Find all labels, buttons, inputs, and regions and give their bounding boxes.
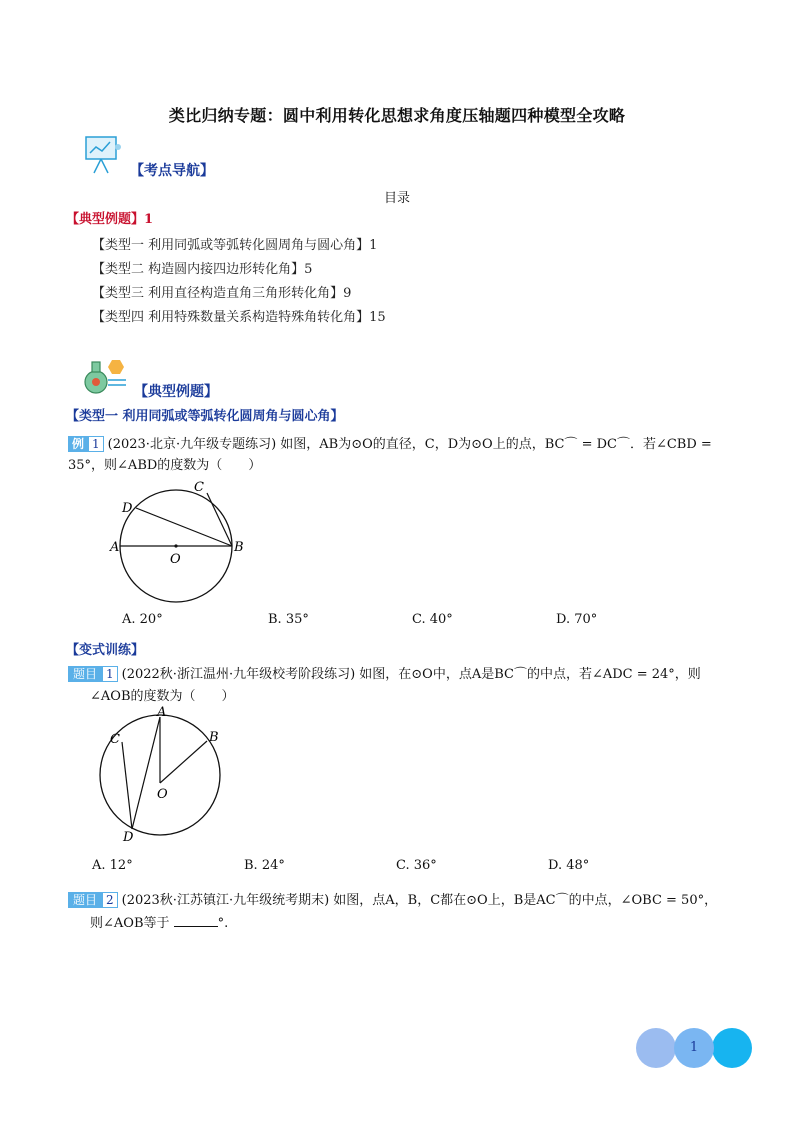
example-1-line2: 35°，则∠ABD的度数为（ ） [68, 458, 262, 473]
nav-header: 【考点导航】 [130, 163, 214, 179]
label-c: C [110, 732, 120, 747]
q1-figure [90, 705, 250, 845]
q2-line2: 则∠AOB等于 °. [90, 916, 229, 931]
answer-blank[interactable] [174, 914, 218, 927]
q1-tag: 题目 [68, 666, 102, 682]
label-c: C [194, 480, 204, 495]
q2-tag: 题目 [68, 892, 102, 908]
label-d: D [122, 501, 133, 516]
toc-item-2[interactable]: 【类型二 构造圆内接四边形转化角】5 [92, 262, 313, 277]
label-d: D [123, 830, 134, 845]
page-deco-left [636, 1028, 676, 1068]
label-o: O [157, 787, 168, 802]
chord-da [132, 717, 160, 829]
label-b: B [209, 730, 219, 745]
example-1-line1: (2023·北京·九年级专题练习) 如图，AB为⊙O的直径，C，D为⊙O上的点，BC⌒ = DC⌒．若∠CBD = [107, 437, 712, 452]
type1-header: 【类型一 利用同弧或等弧转化圆周角与圆心角】 [66, 409, 344, 424]
example-1-option-c[interactable]: C. 40° [412, 612, 453, 627]
q1-number: 1 [102, 666, 118, 682]
example-1-option-b[interactable]: B. 35° [268, 612, 309, 627]
q1-option-a[interactable]: A. 12° [92, 858, 133, 873]
example-1-question [68, 434, 738, 456]
center-point [174, 544, 177, 547]
page-number: 1 [674, 1028, 714, 1068]
teaching-board-icon [80, 135, 124, 175]
toc-main[interactable]: 【典型例题】1 [66, 212, 154, 227]
label-o: O [170, 552, 181, 567]
q1-option-c[interactable]: C. 36° [396, 858, 437, 873]
radius-ob [160, 741, 207, 783]
example-number: 1 [88, 436, 104, 452]
q2-number: 2 [102, 892, 118, 908]
label-b: B [234, 540, 244, 555]
page-deco-right [712, 1028, 752, 1068]
example-1-figure [100, 475, 260, 615]
q1-option-d[interactable]: D. 48° [548, 858, 590, 873]
example-1-option-a[interactable]: A. 20° [122, 612, 163, 627]
example-1-option-d[interactable]: D. 70° [556, 612, 598, 627]
chord-cd [122, 742, 132, 829]
q2-question [68, 890, 758, 912]
flask-icon [82, 356, 128, 396]
page-title: 类比归纳专题：圆中利用转化思想求角度压轴题四种模型全攻略 [168, 106, 626, 125]
chord-bd [136, 508, 232, 546]
label-a: A [157, 705, 167, 720]
label-a: A [110, 540, 120, 555]
example-tag: 例 [68, 436, 88, 452]
toc-title: 目录 [383, 191, 410, 206]
q2-line1: (2023秋·江苏镇江·九年级统考期末) 如图，点A，B，C都在⊙O上，B是AC⌒的中点，∠OBC = 50°， [121, 893, 718, 908]
q1-line1: (2022秋·浙江温州·九年级校考阶段练习) 如图，在⊙O中，点A是BC⌒的中点，若∠ADC = 24°，则 [121, 667, 701, 682]
variant-header: 【变式训练】 [66, 643, 145, 658]
section-header: 【典型例题】 [134, 384, 218, 400]
toc-item-1[interactable]: 【类型一 利用同弧或等弧转化圆周角与圆心角】1 [92, 238, 378, 253]
q1-option-b[interactable]: B. 24° [244, 858, 285, 873]
toc-item-3[interactable]: 【类型三 利用直径构造直角三角形转化角】9 [92, 286, 352, 301]
q1-line2: ∠AOB的度数为（ ） [90, 689, 235, 704]
toc-item-4[interactable]: 【类型四 利用特殊数量关系构造特殊角转化角】15 [92, 310, 386, 325]
q1-question [68, 664, 748, 686]
